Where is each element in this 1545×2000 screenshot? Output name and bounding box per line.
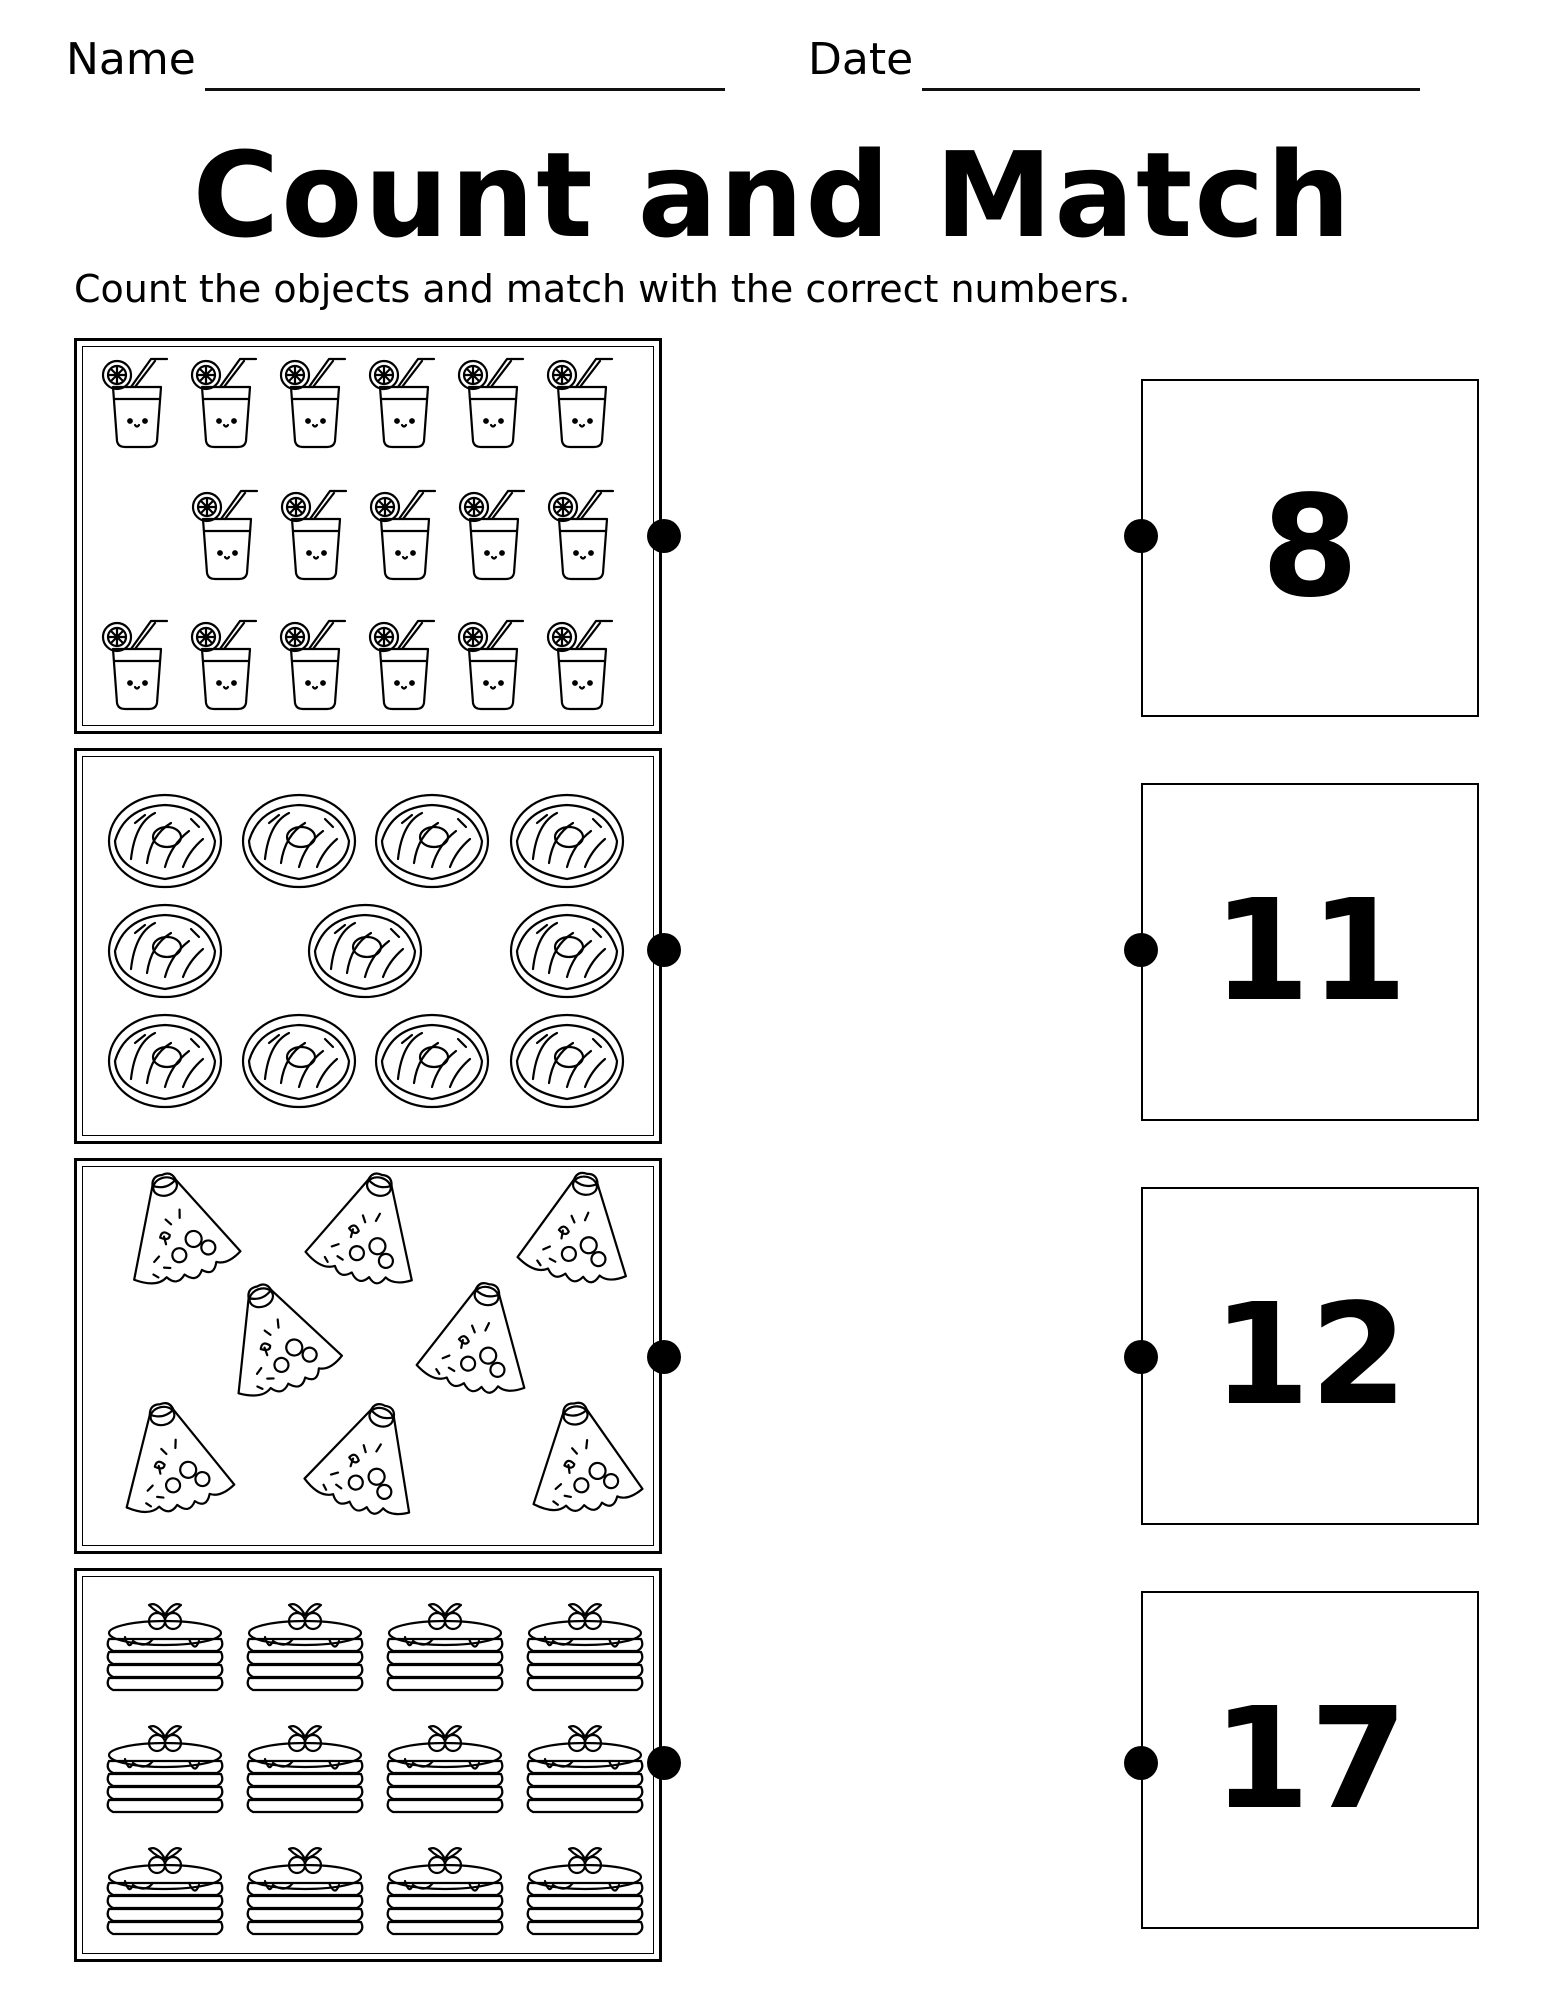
worksheet-title: Count and Match <box>192 126 1353 264</box>
donut-icon <box>109 795 221 887</box>
juice-glass-icon <box>460 491 524 579</box>
date-line[interactable] <box>922 88 1420 91</box>
juice-glass-icon <box>370 621 434 709</box>
number-box-4 <box>1141 1591 1479 1929</box>
match-dot-left-1[interactable] <box>647 519 681 553</box>
number-label: 12 <box>1212 1274 1408 1437</box>
pancake-stack-icon <box>248 1848 363 1934</box>
pancake-stack-icon <box>248 1726 363 1812</box>
instructions: Count the objects and match with the correct numbers. <box>74 267 1131 311</box>
pancake-stack-icon <box>528 1726 643 1812</box>
number-box-1 <box>1141 379 1479 717</box>
juice-glass-icon <box>371 491 435 579</box>
name-line[interactable] <box>205 88 725 91</box>
pizza-slice-icon <box>107 1392 237 1521</box>
number-box-3 <box>1141 1187 1479 1525</box>
number-label: 8 <box>1261 466 1359 629</box>
group-panel-juice <box>74 338 662 734</box>
juice-glass-icon <box>192 621 256 709</box>
pancake-stack-icon <box>388 1726 503 1812</box>
name-label: Name <box>66 34 196 85</box>
number-box-2 <box>1141 783 1479 1121</box>
match-dot-left-3[interactable] <box>647 1340 681 1374</box>
match-dot-right-1[interactable] <box>1124 519 1158 553</box>
pancake-stack-icon <box>528 1848 643 1934</box>
pancake-stack-icon <box>388 1604 503 1690</box>
donut-icon <box>243 795 355 887</box>
juice-glass-icon <box>103 621 167 709</box>
pizza-slice-icon <box>414 1273 544 1402</box>
number-label: 11 <box>1212 870 1408 1033</box>
juice-glass-icon <box>281 359 345 447</box>
pizza-slice-icon <box>110 1161 244 1293</box>
donut-icon <box>309 905 421 997</box>
pancake-stack-icon <box>108 1848 223 1934</box>
pancake-stack-icon <box>528 1604 643 1690</box>
donut-icon <box>109 905 221 997</box>
group-panel-pancake <box>74 1568 662 1962</box>
pancake-stack-icon <box>248 1604 363 1690</box>
juice-glass-icon <box>370 359 434 447</box>
donut-icon <box>511 905 623 997</box>
match-dot-right-4[interactable] <box>1124 1746 1158 1780</box>
juice-glass-icon <box>103 359 167 447</box>
juice-group <box>77 341 659 731</box>
donut-icon <box>511 1015 623 1107</box>
donut-icon <box>243 1015 355 1107</box>
number-label: 17 <box>1212 1678 1408 1841</box>
pizza-slice-icon <box>520 1395 644 1518</box>
pizza-slice-icon <box>206 1267 346 1406</box>
donut-icon <box>511 795 623 887</box>
pancake-stack-icon <box>108 1604 223 1690</box>
donut-icon <box>376 795 488 887</box>
juice-glass-icon <box>281 621 345 709</box>
match-dot-left-4[interactable] <box>647 1746 681 1780</box>
donut-icon <box>109 1015 221 1107</box>
juice-glass-icon <box>459 621 523 709</box>
pizza-slice-icon <box>515 1164 642 1290</box>
juice-glass-icon <box>282 491 346 579</box>
juice-glass-icon <box>548 359 612 447</box>
juice-glass-icon <box>459 359 523 447</box>
donut-icon <box>376 1015 488 1107</box>
pizza-group <box>77 1161 659 1551</box>
match-dot-right-3[interactable] <box>1124 1340 1158 1374</box>
pancake-stack-icon <box>388 1848 503 1934</box>
pancake-stack-icon <box>108 1726 223 1812</box>
match-dot-left-2[interactable] <box>647 933 681 967</box>
pizza-slice-icon <box>300 1389 438 1526</box>
juice-glass-icon <box>549 491 613 579</box>
pizza-slice-icon <box>302 1161 436 1294</box>
group-panel-donut <box>74 748 662 1144</box>
match-dot-right-2[interactable] <box>1124 933 1158 967</box>
date-label: Date <box>808 34 914 85</box>
juice-glass-icon <box>548 621 612 709</box>
pancake-group <box>77 1571 659 1959</box>
group-panel-pizza <box>74 1158 662 1554</box>
donut-group <box>77 751 659 1141</box>
juice-glass-icon <box>192 359 256 447</box>
juice-glass-icon <box>193 491 257 579</box>
